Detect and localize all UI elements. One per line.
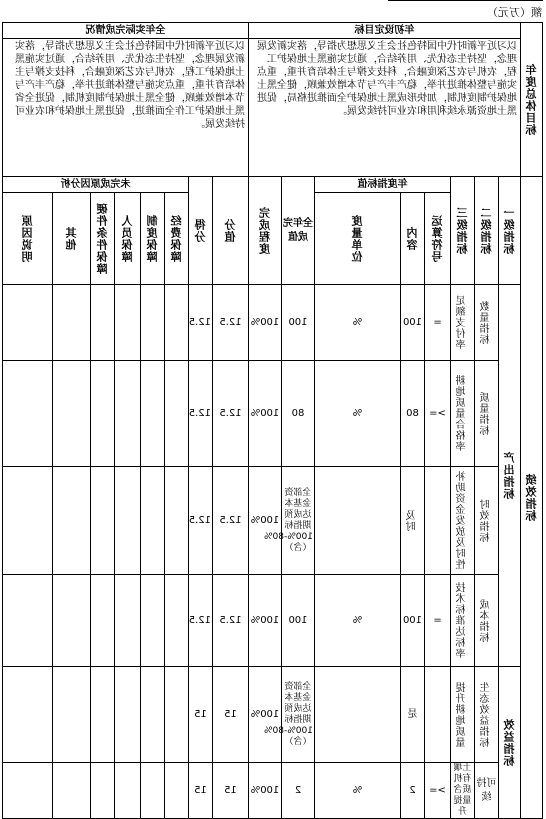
unit-cell: %	[315, 763, 401, 819]
completion-cell: 100%	[249, 467, 282, 575]
other-cell	[53, 361, 91, 467]
score-cell: 12.5	[189, 285, 213, 361]
annual-value-cell: 全部资金基本达成预期指标100%-80%（含）	[282, 467, 315, 575]
level2-cell	[475, 285, 499, 361]
score-header: 得分	[194, 218, 207, 243]
reason-desc-cell	[3, 467, 53, 575]
level2-cell	[475, 467, 499, 575]
other-cell	[53, 575, 91, 667]
table-row	[3, 285, 543, 361]
target-group-header: 年度指标值	[315, 177, 451, 193]
annual-value-header: 全年完成值	[282, 177, 315, 285]
score-header-cell	[189, 177, 213, 285]
content-cell: 2	[401, 763, 425, 819]
annual-value-cell: 100	[282, 285, 315, 361]
level2-header-cell	[475, 177, 499, 285]
weight-cell: 12.5	[213, 361, 249, 467]
level3-value: 补助资金发放及时性	[457, 471, 468, 570]
budget-cell	[165, 575, 189, 667]
content-cell	[401, 467, 425, 575]
level3-value: 提升耕地质量	[457, 681, 468, 748]
system-header: 制度保障	[146, 214, 159, 263]
performance-label-cell	[521, 177, 543, 819]
level1-effect: 效益指标	[503, 718, 516, 767]
content-cell: 100	[401, 285, 425, 361]
budget-cell	[165, 285, 189, 361]
reason-desc-cell	[3, 763, 53, 819]
score-cell: 12.5	[189, 361, 213, 467]
content-cell: 80	[401, 361, 425, 467]
performance-table	[2, 22, 543, 819]
operator-cell: >=	[425, 361, 451, 467]
personnel-header: 人员保障	[121, 214, 134, 263]
table-row	[3, 361, 543, 467]
level2-cell	[475, 361, 499, 467]
level3-cell: 土壤有机质含量提升	[451, 763, 475, 819]
hardware-cell	[91, 763, 115, 819]
personnel-cell	[115, 285, 141, 361]
personnel-cell	[115, 467, 141, 575]
unit-cell: %	[315, 361, 401, 467]
level3-cell	[451, 575, 475, 667]
weight-cell: 15	[213, 667, 249, 763]
hardware-header-cell	[91, 193, 115, 285]
planned-goal-text: 以习近平新时代中国特色社会主义思想为指导，落实新发展理念，坚持生态优先、用养结合，通过实施黑土地保护工程，农机与农艺深度融合，科技支撑与主体培育并重，重点实施与整体推进并举，稳产丰产与节本增效兼顾，健全黑土地保护制度机制，加快形成黑土地保护全面推进格局，促进黑土地资源永续利用和农业可持续发展。	[249, 39, 521, 177]
unit-header-cell	[315, 193, 401, 285]
actual-goal-text: 以习近平新时代中国特色社会主义思想为指导，落实新发展理念，坚持生态优先、用养结合，通过实施黑土地保护工程，农机与农艺深度融合，科技支撑与主体培育并重，重点实施与整体推进并举，稳产丰产与节本增效兼顾，健全黑土地保护制度机制，促进全省黑土地保护工作全面推进，促进黑土地保护和农业可持续发展。	[3, 39, 249, 177]
annual-value-cell: 80	[282, 361, 315, 467]
level3-cell	[451, 361, 475, 467]
reason-desc-cell	[3, 667, 53, 763]
reason-desc-cell	[3, 285, 53, 361]
performance-label: 绩效指标	[525, 473, 538, 522]
reason-group-header: 未完成原因分析	[3, 177, 189, 193]
completion-cell: 100%	[249, 763, 282, 819]
level2-value: 生态效益指标	[481, 681, 492, 748]
personnel-cell	[115, 361, 141, 467]
unit-header: 度量单位	[351, 214, 364, 263]
weight-header: 分值	[224, 218, 237, 243]
system-cell	[141, 467, 165, 575]
budget-cell	[165, 667, 189, 763]
system-cell	[141, 361, 165, 467]
table-row	[3, 575, 543, 667]
content-header: 内容	[406, 226, 419, 251]
level3-cell	[451, 467, 475, 575]
completion-cell: 100%	[249, 575, 282, 667]
completion-cell: 100%	[249, 667, 282, 763]
personnel-cell	[115, 667, 141, 763]
system-cell	[141, 575, 165, 667]
level3-header-cell	[451, 177, 475, 285]
hardware-cell	[91, 575, 115, 667]
content-value: 及时	[407, 509, 418, 532]
budget-cell	[165, 763, 189, 819]
level1-header: 一级指标	[503, 206, 516, 255]
weight-cell: 12.5	[213, 467, 249, 575]
reason-desc-header: 原因说明	[21, 214, 34, 263]
level2-header: 二级指标	[480, 206, 493, 255]
budget-header-cell	[165, 193, 189, 285]
operator-cell: >=	[425, 763, 451, 819]
goal-row-label: 年度总体目标	[525, 63, 538, 136]
completion-cell: 100%	[249, 361, 282, 467]
operator-cell: =	[425, 285, 451, 361]
annual-value-cell: 2	[282, 763, 315, 819]
personnel-cell	[115, 575, 141, 667]
reason-desc-header-cell	[3, 193, 53, 285]
completion-cell: 100%	[249, 285, 282, 361]
other-cell	[53, 285, 91, 361]
annual-value-cell: 100	[282, 575, 315, 667]
content-cell: 100	[401, 575, 425, 667]
reason-desc-cell	[3, 575, 53, 667]
score-cell: 15	[189, 763, 213, 819]
operator-cell: =	[425, 575, 451, 667]
other-header-cell	[53, 193, 91, 285]
table-row	[3, 763, 543, 819]
level1-output-cell	[499, 285, 521, 667]
level2-value: 时效指标	[481, 498, 492, 543]
weight-cell: 12.5	[213, 575, 249, 667]
table-row	[3, 467, 543, 575]
level2-value: 数量指标	[481, 300, 492, 345]
level2-value: 成本指标	[481, 598, 492, 643]
unit-cell: %	[315, 285, 401, 361]
annual-value-cell: 全部资金基本达成预期指标100%-80%（含）	[282, 667, 315, 763]
completion-header: 完成程度	[258, 206, 272, 255]
level3-cell	[451, 667, 475, 763]
level3-value: 耕地质量合格率	[457, 375, 468, 452]
content-header-cell	[401, 193, 425, 285]
weight-cell: 12.5	[213, 285, 249, 361]
level2-value: 质量指标	[481, 391, 492, 436]
unit-cell: %	[315, 575, 401, 667]
planned-goal-header: 年初设定目标	[249, 23, 521, 39]
reason-desc-cell	[3, 361, 53, 467]
content-cell: 是	[401, 667, 425, 763]
level2-cell	[475, 667, 499, 763]
completion-header-cell	[249, 177, 282, 285]
system-cell	[141, 763, 165, 819]
level2-cell	[475, 575, 499, 667]
hardware-header: 硬件条件保障	[96, 202, 109, 275]
budget-header: 经费保障	[170, 214, 183, 263]
other-header: 其他	[65, 226, 78, 251]
level3-cell	[451, 285, 475, 361]
level3-value: 技术标准达标率	[457, 582, 468, 659]
other-cell	[53, 667, 91, 763]
goal-row-label-cell	[521, 23, 543, 177]
hardware-cell	[91, 467, 115, 575]
level3-header: 三级指标	[456, 206, 469, 255]
other-cell	[53, 763, 91, 819]
hardware-cell	[91, 361, 115, 467]
level2-cell: 可持续	[475, 763, 499, 819]
table-row	[3, 667, 543, 763]
weight-header-cell	[213, 177, 249, 285]
score-cell: 15	[189, 667, 213, 763]
unit-label: 额（万元）	[487, 6, 542, 19]
level1-effect-cell	[499, 667, 521, 819]
hardware-cell	[91, 285, 115, 361]
other-cell	[53, 467, 91, 575]
budget-cell	[165, 467, 189, 575]
operator-cell	[425, 667, 451, 763]
budget-cell	[165, 361, 189, 467]
operator-header: 运算符号	[431, 214, 444, 263]
level1-header-cell	[499, 177, 521, 285]
system-header-cell	[141, 193, 165, 285]
level1-output: 产出指标	[503, 451, 516, 500]
system-cell	[141, 285, 165, 361]
unit-cell	[315, 467, 401, 575]
top-border-line	[388, 0, 543, 1]
operator-header-cell	[425, 193, 451, 285]
personnel-header-cell	[115, 193, 141, 285]
personnel-cell	[115, 763, 141, 819]
hardware-cell	[91, 667, 115, 763]
weight-cell: 15	[213, 763, 249, 819]
operator-cell	[425, 467, 451, 575]
score-cell: 12.5	[189, 575, 213, 667]
unit-cell	[315, 667, 401, 763]
system-cell	[141, 667, 165, 763]
score-cell: 12.5	[189, 467, 213, 575]
actual-goal-header: 全年实际完成情况	[3, 23, 249, 39]
level3-value: 足额支付率	[457, 295, 468, 350]
